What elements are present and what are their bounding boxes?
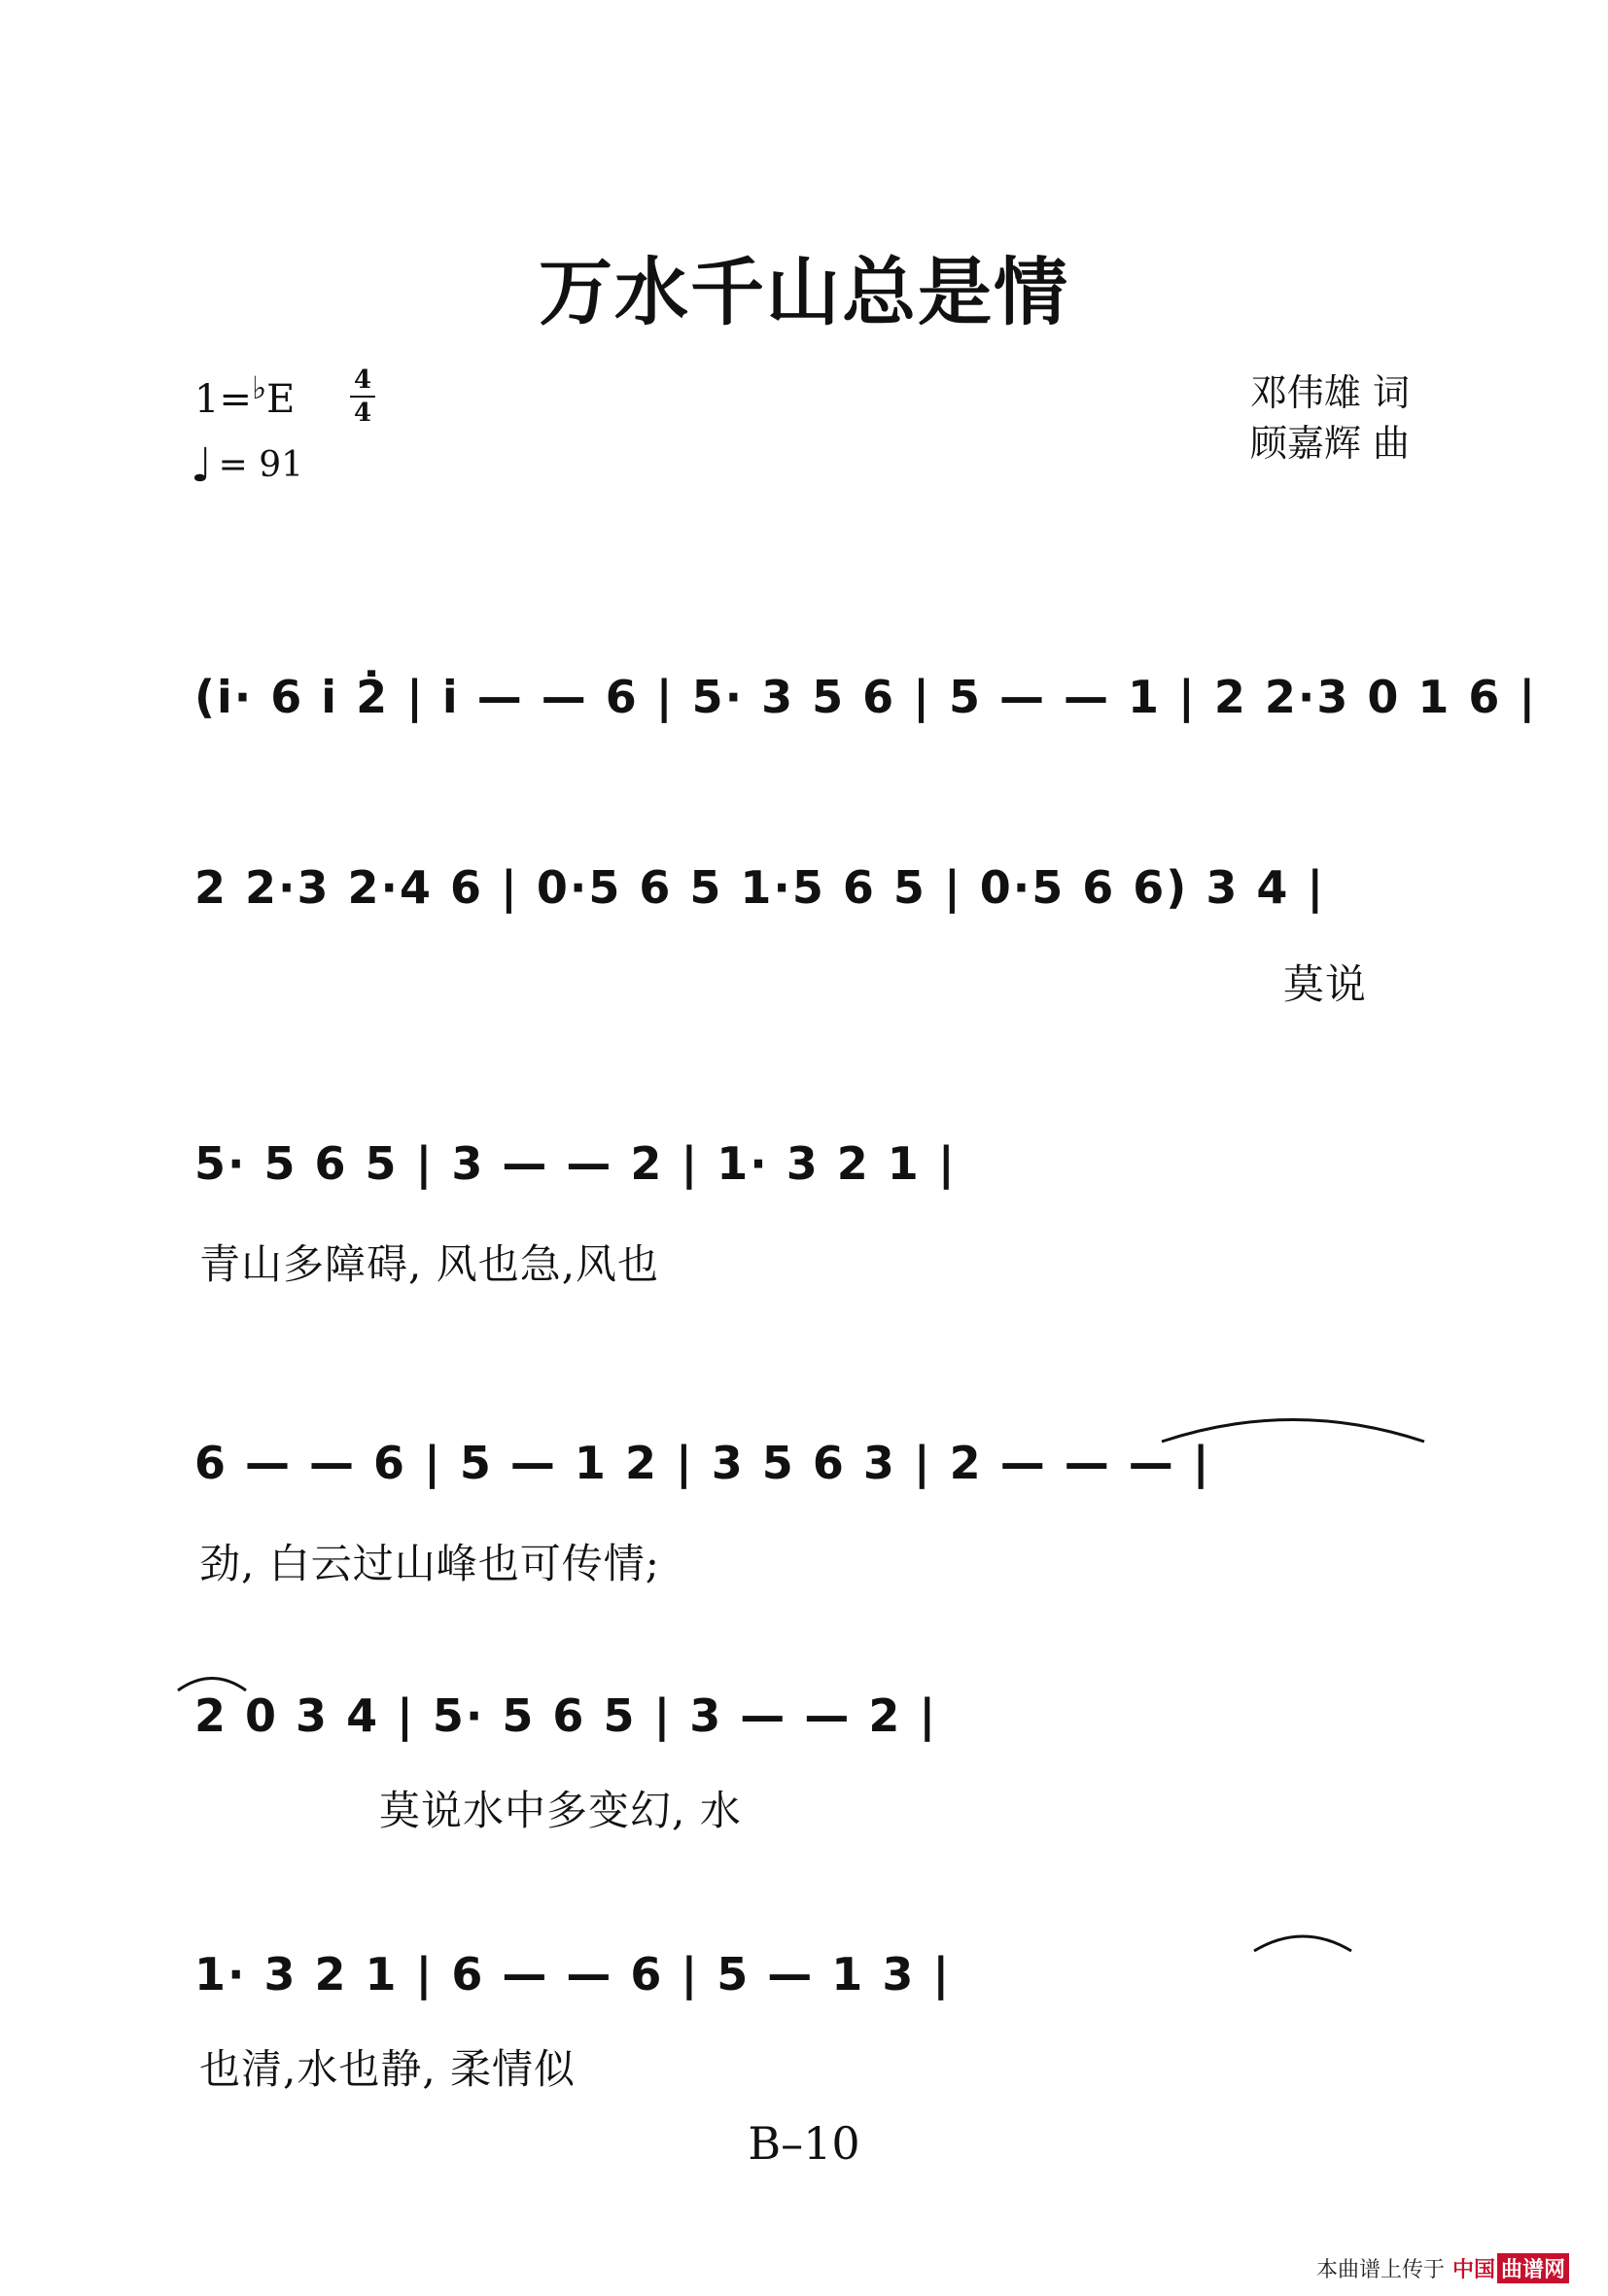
lyrics-line-4: 劲, 白云过山峰也可传情; bbox=[199, 1540, 660, 1587]
meter-top: 4 bbox=[353, 365, 372, 395]
key-flat: ♭ bbox=[251, 369, 267, 406]
key-signature bbox=[194, 369, 295, 422]
lyrics-line-2: 莫说 bbox=[1283, 960, 1368, 1008]
slur-arc bbox=[1249, 1927, 1356, 1956]
quarter-note-icon: ♩ bbox=[191, 437, 213, 493]
lyricist-credit: 邓伟雄 词 bbox=[1249, 371, 1410, 414]
song-title: 万水千山总是情 bbox=[539, 249, 1069, 335]
footer-text: 本曲谱上传于 bbox=[1315, 2258, 1445, 2282]
tempo-text: = 91 bbox=[218, 445, 304, 485]
notation-line-4: 6 — — 6 | 5 — 1 2 | 3 5 6 3 | 2 — — — | bbox=[194, 1437, 1211, 1489]
tempo-marking bbox=[191, 437, 304, 493]
composer-credit: 顾嘉辉 曲 bbox=[1249, 422, 1410, 465]
lyrics-line-6: 也清,水也静, 柔情似 bbox=[199, 2045, 577, 2093]
lyrics-line-3: 青山多障碍, 风也急,风也 bbox=[199, 1240, 660, 1288]
site-logo-text: 中国 bbox=[1451, 2258, 1495, 2282]
notation-line-5: 2 0 3 4 | 5· 5 6 5 | 3 — — 2 | bbox=[194, 1689, 938, 1742]
notation-line-6: 1· 3 2 1 | 6 — — 6 | 5 — 1 3 | bbox=[194, 1948, 952, 2000]
credits bbox=[1235, 367, 1410, 469]
page-number: B–10 bbox=[748, 2117, 860, 2170]
key-note: E bbox=[266, 377, 296, 422]
site-logo-badge: 曲谱网 bbox=[1497, 2253, 1569, 2283]
meter-bottom: 4 bbox=[353, 399, 372, 428]
time-signature bbox=[350, 365, 375, 428]
footer-watermark bbox=[1316, 2253, 1569, 2283]
tie-arc bbox=[173, 1666, 251, 1695]
notation-line-1: (i̇· 6 i̇ 2̇ | i̇ — — 6 | 5· 3 5 6 | 5 — — 1 | 2 2·3 0 1 6 | bbox=[194, 671, 1538, 723]
meter-rule bbox=[350, 396, 375, 398]
notation-line-2: 2 2·3 2·4 6 | 0·5 6 5 1·5 6 5 | 0·5 6 6) 3 4 | bbox=[194, 861, 1326, 914]
notation-line-3: 5· 5 6 5 | 3 — — 2 | 1· 3 2 1 | bbox=[194, 1137, 957, 1190]
tie-arc bbox=[1157, 1408, 1429, 1446]
key-prefix: 1= bbox=[194, 377, 252, 422]
lyrics-line-5: 莫说水中多变幻, 水 bbox=[379, 1787, 742, 1834]
